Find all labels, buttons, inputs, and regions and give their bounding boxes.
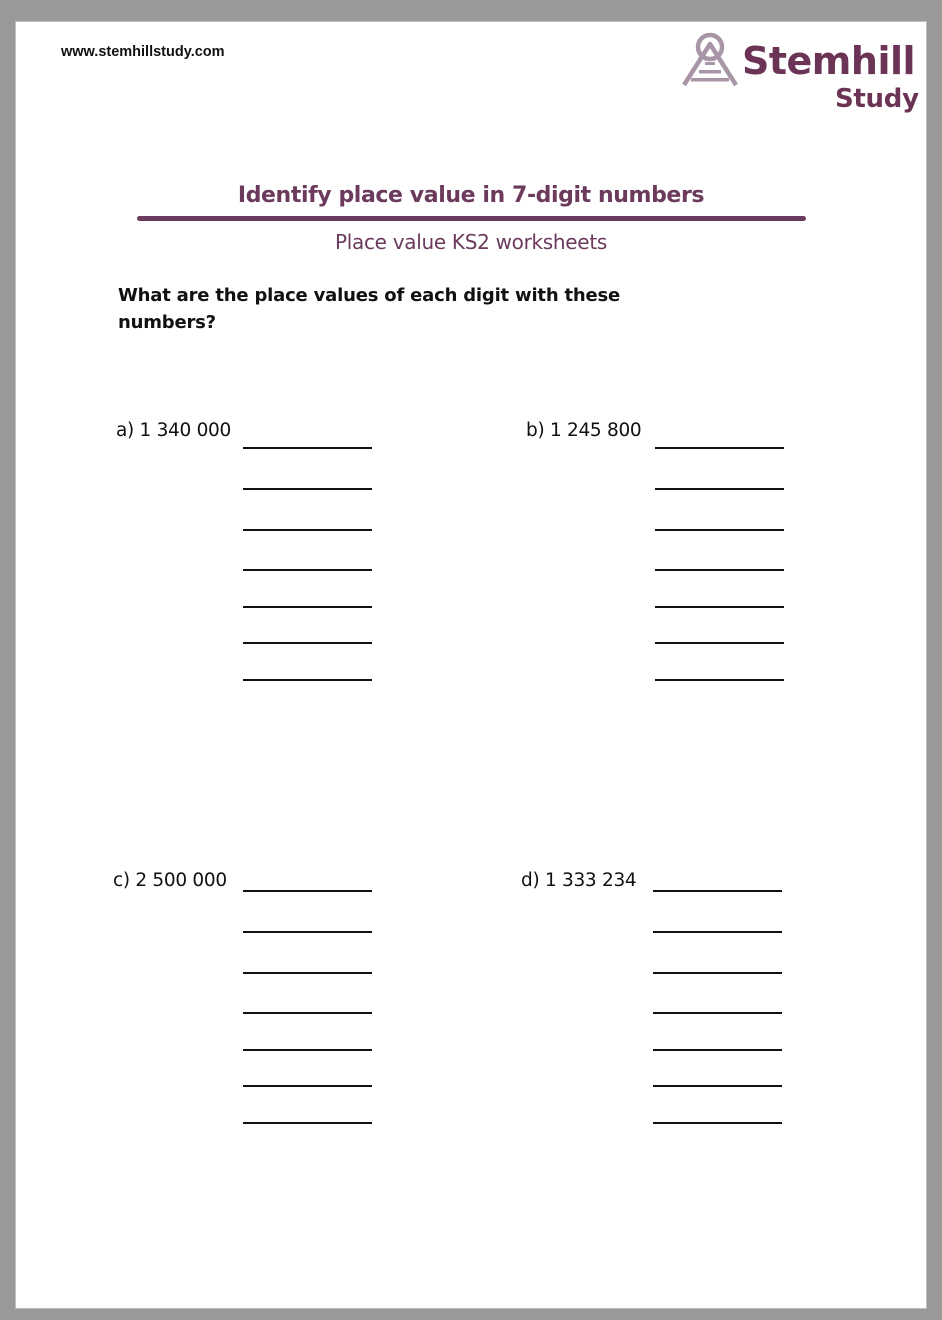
answer-line[interactable] — [243, 569, 372, 571]
answer-line[interactable] — [243, 447, 372, 449]
answer-line[interactable] — [653, 972, 782, 974]
answer-line[interactable] — [243, 529, 372, 531]
answer-line[interactable] — [655, 447, 784, 449]
logo-name: Stemhill — [742, 39, 916, 83]
question-prompt: What are the place values of each digit with these numbers? — [118, 285, 621, 333]
answer-line[interactable] — [243, 1049, 372, 1051]
worksheet-page — [16, 22, 926, 1308]
problem-label: b) 1 245 800 — [526, 420, 642, 441]
answer-line[interactable] — [653, 1085, 782, 1087]
problem-label: c) 2 500 000 — [113, 870, 227, 891]
answer-line[interactable] — [655, 529, 784, 531]
answer-line[interactable] — [243, 679, 372, 681]
answer-line[interactable] — [243, 890, 372, 892]
website-url: www.stemhillstudy.com — [61, 44, 225, 60]
answer-line[interactable] — [653, 1122, 782, 1124]
problem-label: a) 1 340 000 — [116, 420, 231, 441]
pyramid-circle-logo-icon — [680, 30, 740, 90]
answer-line[interactable] — [653, 1012, 782, 1014]
stemhill-logo — [680, 28, 920, 124]
answer-line[interactable] — [243, 488, 372, 490]
answer-line[interactable] — [243, 606, 372, 608]
answer-line[interactable] — [243, 1085, 372, 1087]
answer-line[interactable] — [653, 890, 782, 892]
logo-subtitle: Study — [835, 84, 919, 114]
answer-line[interactable] — [243, 642, 372, 644]
page-subtitle: Place value KS2 worksheets — [335, 230, 607, 254]
answer-line[interactable] — [655, 488, 784, 490]
answer-line[interactable] — [655, 679, 784, 681]
problem-label: d) 1 333 234 — [521, 870, 637, 891]
title-divider — [137, 216, 806, 221]
answer-line[interactable] — [655, 642, 784, 644]
answer-line[interactable] — [243, 1122, 372, 1124]
answer-line[interactable] — [243, 972, 372, 974]
answer-line[interactable] — [653, 1049, 782, 1051]
answer-line[interactable] — [655, 569, 784, 571]
answer-line[interactable] — [653, 931, 782, 933]
answer-line[interactable] — [243, 931, 372, 933]
page-title: Identify place value in 7-digit numbers — [237, 183, 705, 208]
answer-line[interactable] — [655, 606, 784, 608]
answer-line[interactable] — [243, 1012, 372, 1014]
